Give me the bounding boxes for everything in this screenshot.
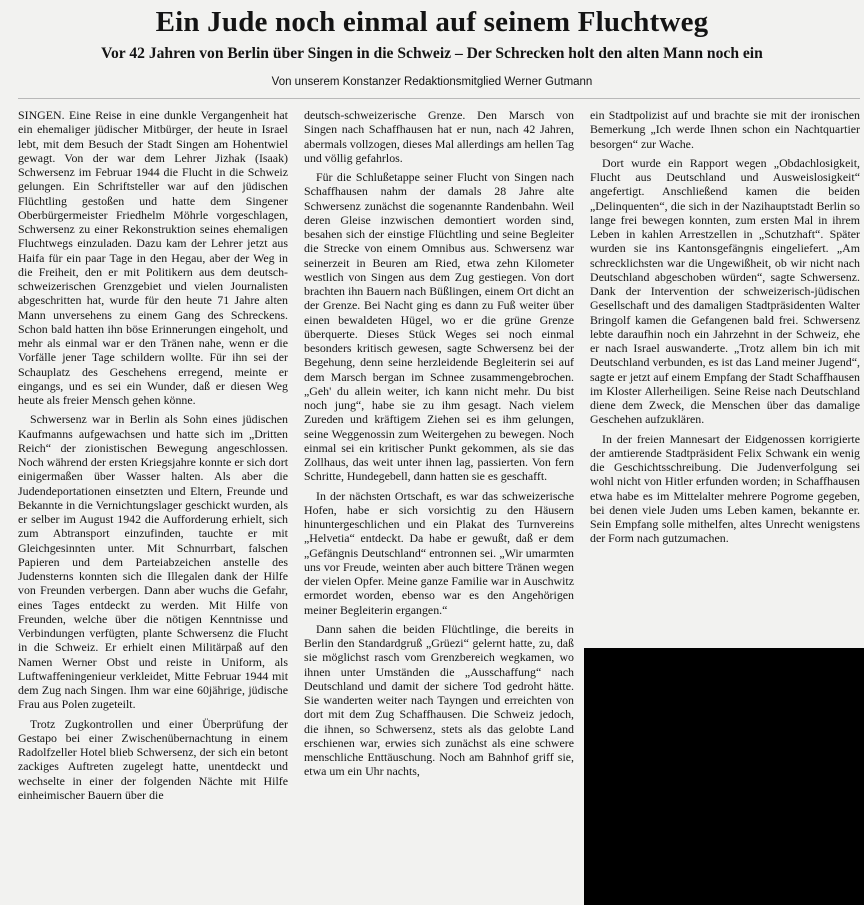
subheadline: Vor 42 Jahren von Berlin über Singen in die Schweiz – Der Schrecken holt den alten Mann noch ein: [101, 45, 763, 62]
paragraph: deutsch-schweizerische Grenze. Den Marsch von Singen nach Schaffhausen hat er nun, nach 42 Jahren, abermals vollzogen, dieses Mal allerdings am hellen Tag und völlig gefahrlos.: [304, 108, 574, 165]
paragraph: Dort wurde ein Rapport wegen „Obdachlosigkeit, Flucht aus Deutschland und Ausweislosigkeit“ angefertigt. Anschließend kamen die beiden „Delinquenten“, die sich in der Nazihauptstadt Berlin so lange frei bewegen konnten, zum ersten Mal in ihrem Leben in kahlen Arrestzellen in „Schutzhaft“. Später wurden sie ins Kantonsgefängnis eingeliefert. „Am schrecklichsten war die Ungewißheit, ob wir nicht nach Deutschland abgeschoben würden“, sagte Schwersenz. Dank der Intervention der schweizerisch-jüdischen Gesellschaft und des damaligen Stadtpräsidenten Walter Bringolf kamen die Gefangenen bald frei. Schwersenz lebte daraufhin noch ein Jahrzehnt in der Schweiz, ehe er nach Israel auswanderte. „Trotz allem bin ich mit Deutschland verbunden, es ist das Land meiner Jugend“, sagte er jetzt auf einem Empfang der Stadt Schaffhausen im Kloster Allerheiligen. Seine Reise nach Deutschland diene dem Zweck, die Menschen über das damalige Geschehen aufzuklären.: [590, 155, 860, 427]
divider: [18, 98, 860, 99]
paragraph: Dann sahen die beiden Flüchtlinge, die bereits in Berlin den Standardgruß „Grüezi“ gelernt hatte, zu, daß sie möglichst rasch vom Grenzbereich wegkamen, wo ihnen unter Umständen die „Ausschaffung“ nach Deutschland und damit der sichere Tod gedroht hätte. Sie wanderten weiter nach Tayngen und erreichten von dort mit dem Zug Schaffhausen. Die Schweiz jedoch, die ihnen, so Schwersenz, stets als das gelobte Land erschienen war, erwies sich zunächst als eine schwere menschliche Enttäuschung. Noch am Bahnhof griff sie, etwa um ein Uhr nachts,: [304, 621, 574, 779]
paragraph: In der freien Mannesart der Eidgenossen korrigierte der amtierende Stadtpräsident Felix Schwank ein wenig die Geschichtsschreibung. Die Judenverfolgung sei wohl nicht von Hitler erfunden worden; in Schaffhausen etwa habe es im Mittelalter mehrere Pogrome gegeben, bei denen viele Juden ums Leben kamen, bekannte er. Sein Empfang solle mithelfen, altes Unrecht wenigstens der Form nach gutzumachen.: [590, 431, 860, 546]
byline: Von unserem Konstanzer Redaktionsmitglied Werner Gutmann: [271, 76, 593, 88]
column-2: [304, 108, 574, 905]
paragraph: Für die Schlußetappe seiner Flucht von Singen nach Schaffhausen nahm der damals 28 Jahre alte Schwersenz zunächst die sogenannte Randenbahn. Weil deren Gleise inzwischen demontiert worden sind, besahen sich der einstige Flüchtling und seine Begleiter die Strecke von einem Omnibus aus. Schwersenz war seinerzeit in Beuren am Ried, etwa zehn Kilometer westlich von Singen aus dem Zug gestiegen. Von dort brachten ihn Bauern nach Büßlingen, einem Ort dicht an der Grenze. Bei Nacht ging es dann zu Fuß weiter über einen bewaldeten Hügel, wo er die grüne Grenze überquerte. Dieses Stück Weges sei noch einmal besonders kritisch gewesen, sagte Schwersenz bei der Begehung, denn seine herzleidende Begleiterin sei auf dem Marsch bergan im Schnee zusammengebrochen. „Geh' du allein weiter, ich kann nicht mehr. Du bist noch jung“, habe sie zu ihm gesagt. Nach vielem Zureden und kräftigem Ziehen sei es ihm gelungen, seine Weggenossin zum Weitergehen zu bewegen. Noch einmal sei ein kritischer Punkt gekommen, als sie das Zollhaus, das weit unter ihnen lag, passierten. Von fern Schritte, Hundegebell, dann hatten sie es geschafft.: [304, 170, 574, 484]
paragraph: Trotz Zugkontrollen und einer Überprüfung der Gestapo bei einer Zwischenübernachtung in einem Radolfzeller Hotel blieb Schwersenz, der sich ein betont zackiges Auftreten zugelegt hatte, unentdeckt und wechselte in einer der folgenden Nächte mit Hilfe einheimischer Bauern über die: [18, 716, 288, 802]
black-redaction-block: [584, 648, 864, 905]
paragraph: Schwersenz war in Berlin als Sohn eines jüdischen Kaufmanns aufgewachsen und hatte sich im „Dritten Reich“ der zionistischen Bewegung angeschlossen. Noch während der ersten Kriegsjahre konnte er sich dort einigermaßen über Wasser halten. Als aber die Judendeportationen einsetzten und Eltern, Freunde und Bekannte in die Vernichtungslager geschickt wurden, als er selber im August 1942 die Aufforderung erhielt, sich zum Abtransport einzufinden, tauchte er mit Gleichgesinnten unter. Mit Schnurrbart, falschen Papieren und dem Parteiabzeichen anstelle des Judensterns konnten sich die Illegalen dank der Hilfe von Freunden verbergen. Dann aber wuchs die Gefahr, eines Tages entdeckt zu werden. Mit Hilfe von Freunden, welche über die nötigen Kenntnisse und Verbindungen verfügten, plante Schwersenz die Flucht in die Schweiz. Er erhielt einen Militärpaß auf den Namen Werner Obst und reiste in Uniform, als Luftwaffeningenieur verkleidet, Mitte Februar 1944 mit dem Zug nach Singen. Ihm war eine 60jährige, jüdische Frau aus Polen zugeteilt.: [18, 412, 288, 712]
paragraph: SINGEN. Eine Reise in eine dunkle Vergangenheit hat ein ehemaliger jüdischer Mitbürger, der heute in Israel lebt, mit dem Besuch der Stadt Singen am Hohentwiel gewagt. Von der war dem Lehrer Jizhak (Isaak) Schwersenz im Februar 1944 die Flucht in die Schweiz gelungen. Ein Schriftsteller war auf den jüdischen Flüchtling gestoßen und hatte dem Singener Oberbürgermeister Friedhelm Möhrle vorgeschlagen, Schwersenz zu einer Rekonstruktion seines ehemaligen Fluchtwegs einzuladen. Dazu kam der Lehrer jetzt aus Haifa für ein paar Tage in den Hegau, aber der Weg in die Freiheit, den er mit Politikern aus dem deutsch-schweizerischen Grenzgebiet und vielen Journalisten abgeschritten hat, wurde für den heute 71 Jahre alten Mann unversehens zu einem Gang des Schreckens. Schon bald hatten ihn böse Erinnerungen eingeholt, und mehr als einmal war er den Tränen nahe, wenn er die Vorfälle jener Tage schildern wollte. Für ihn sei der Schauplatz des Geschehens erregend, meinte er eingangs, und es sei ein Wunder, daß er diesen Weg heute als freier Mensch gehen könne.: [18, 108, 288, 407]
paragraph: In der nächsten Ortschaft, es war das schweizerische Hofen, habe er sich vorsichtig zu den Häusern hinuntergeschlichen und ein Plakat des Turnvereins „Helvetia“ entdeckt. Da habe er gewußt, daß er dem „Gefängnis Deutschland“ entronnen sei. „Wir umarmten uns vor Freude, weinten aber auch bittere Tränen wegen der vielen Opfer. Meine ganze Familie war in Auschwitz ermordet worden, ebenso war es den Angehörigen meiner Begleiterin ergangen.“: [304, 488, 574, 617]
column-1: [18, 108, 288, 905]
headline: Ein Jude noch einmal auf seinem Fluchtweg: [155, 6, 709, 38]
paragraph: ein Stadtpolizist auf und brachte sie mit der ironischen Bemerkung „Ich werde Ihnen schon ein Nachtquartier besorgen“ zur Wache.: [590, 108, 860, 151]
